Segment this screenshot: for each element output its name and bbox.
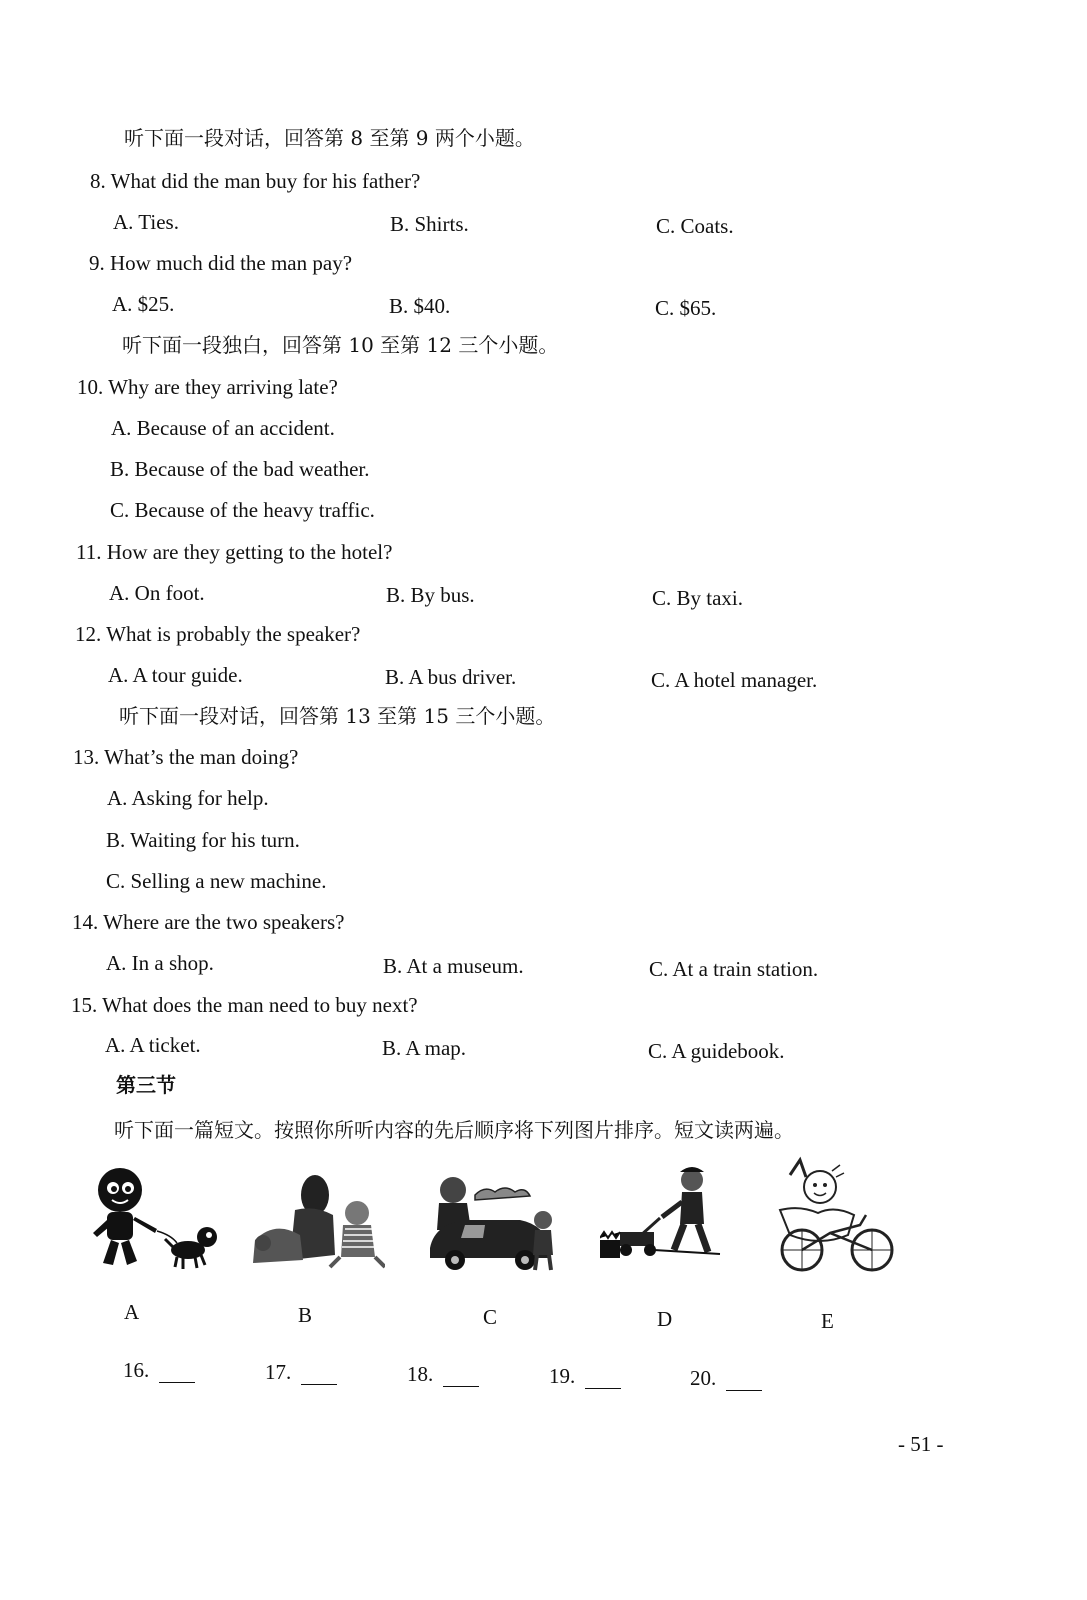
picture-label-c: C [483,1305,498,1329]
part3-instruction: 听下面一篇短文。按照你所听内容的先后顺序将下列图片排序。短文读两遍。 [114,1118,794,1142]
question-8: 8. What did the man buy for his father? [90,169,421,193]
answer-number: 18. [407,1362,434,1386]
option-13a: A. Asking for help. [107,786,269,810]
option-11a: A. On foot. [109,581,205,605]
question-12: 12. What is probably the speaker? [75,622,361,646]
answer-blank[interactable] [585,1368,621,1389]
page-number: - 51 - [898,1432,944,1456]
answer-blank[interactable] [443,1366,479,1387]
answer-19 [549,1364,621,1389]
picture-label-b: B [298,1303,313,1327]
question-15: 15. What does the man need to buy next? [71,993,418,1017]
family-car-icon [425,1170,565,1280]
option-15b: B. A map. [382,1036,467,1060]
section-instruction-8-9: 听下面一段对话，回答第 8 至第 9 两个小题。 [124,126,535,150]
picture-label-e: E [821,1309,834,1333]
answer-blank[interactable] [726,1370,762,1391]
answer-number: 20. [690,1366,717,1390]
option-9b: B. $40. [389,294,451,318]
answer-blank[interactable] [301,1364,337,1385]
option-14b: B. At a museum. [383,954,524,978]
section-instruction-13-15: 听下面一段对话，回答第 13 至第 15 三个小题。 [119,704,556,728]
answer-20 [690,1366,762,1391]
option-12b: B. A bus driver. [385,665,517,689]
kid-on-bike-icon [770,1155,900,1280]
option-9c: C. $65. [655,296,717,320]
option-10b: B. Because of the bad weather. [110,457,370,481]
question-11: 11. How are they getting to the hotel? [76,540,393,564]
answer-number: 19. [549,1364,576,1388]
question-14: 14. Where are the two speakers? [72,910,345,934]
option-11c: C. By taxi. [652,586,744,610]
option-8b: B. Shirts. [390,212,469,236]
option-14a: A. In a shop. [106,951,214,975]
option-15a: A. A ticket. [105,1033,201,1057]
kids-playing-icon [245,1165,385,1275]
option-10c: C. Because of the heavy traffic. [110,498,375,522]
option-12c: C. A hotel manager. [651,668,818,692]
option-8a: A. Ties. [113,210,179,234]
answer-16 [123,1358,195,1383]
option-11b: B. By bus. [386,583,475,607]
option-12a: A. A tour guide. [108,663,243,687]
picture-label-a: A [124,1300,140,1324]
question-9: 9. How much did the man pay? [89,251,353,275]
answer-blank[interactable] [159,1362,195,1383]
option-10a: A. Because of an accident. [111,416,335,440]
section-instruction-10-12: 听下面一段独白，回答第 10 至第 12 三个小题。 [122,333,559,357]
boy-walking-dog-icon [85,1165,220,1275]
part3-title: 第三节 [116,1073,176,1097]
question-10: 10. Why are they arriving late? [77,375,338,399]
option-13b: B. Waiting for his turn. [106,828,300,852]
answer-number: 16. [123,1358,150,1382]
option-14c: C. At a train station. [649,957,819,981]
answer-number: 17. [265,1360,292,1384]
picture-label-d: D [657,1307,673,1331]
question-13: 13. What’s the man doing? [73,745,299,769]
answer-18 [407,1362,479,1387]
option-15c: C. A guidebook. [648,1039,785,1063]
answer-17 [265,1360,337,1385]
option-9a: A. $25. [112,292,175,316]
option-13c: C. Selling a new machine. [106,869,327,893]
option-8c: C. Coats. [656,214,734,238]
lawn-mower-icon [600,1162,725,1272]
